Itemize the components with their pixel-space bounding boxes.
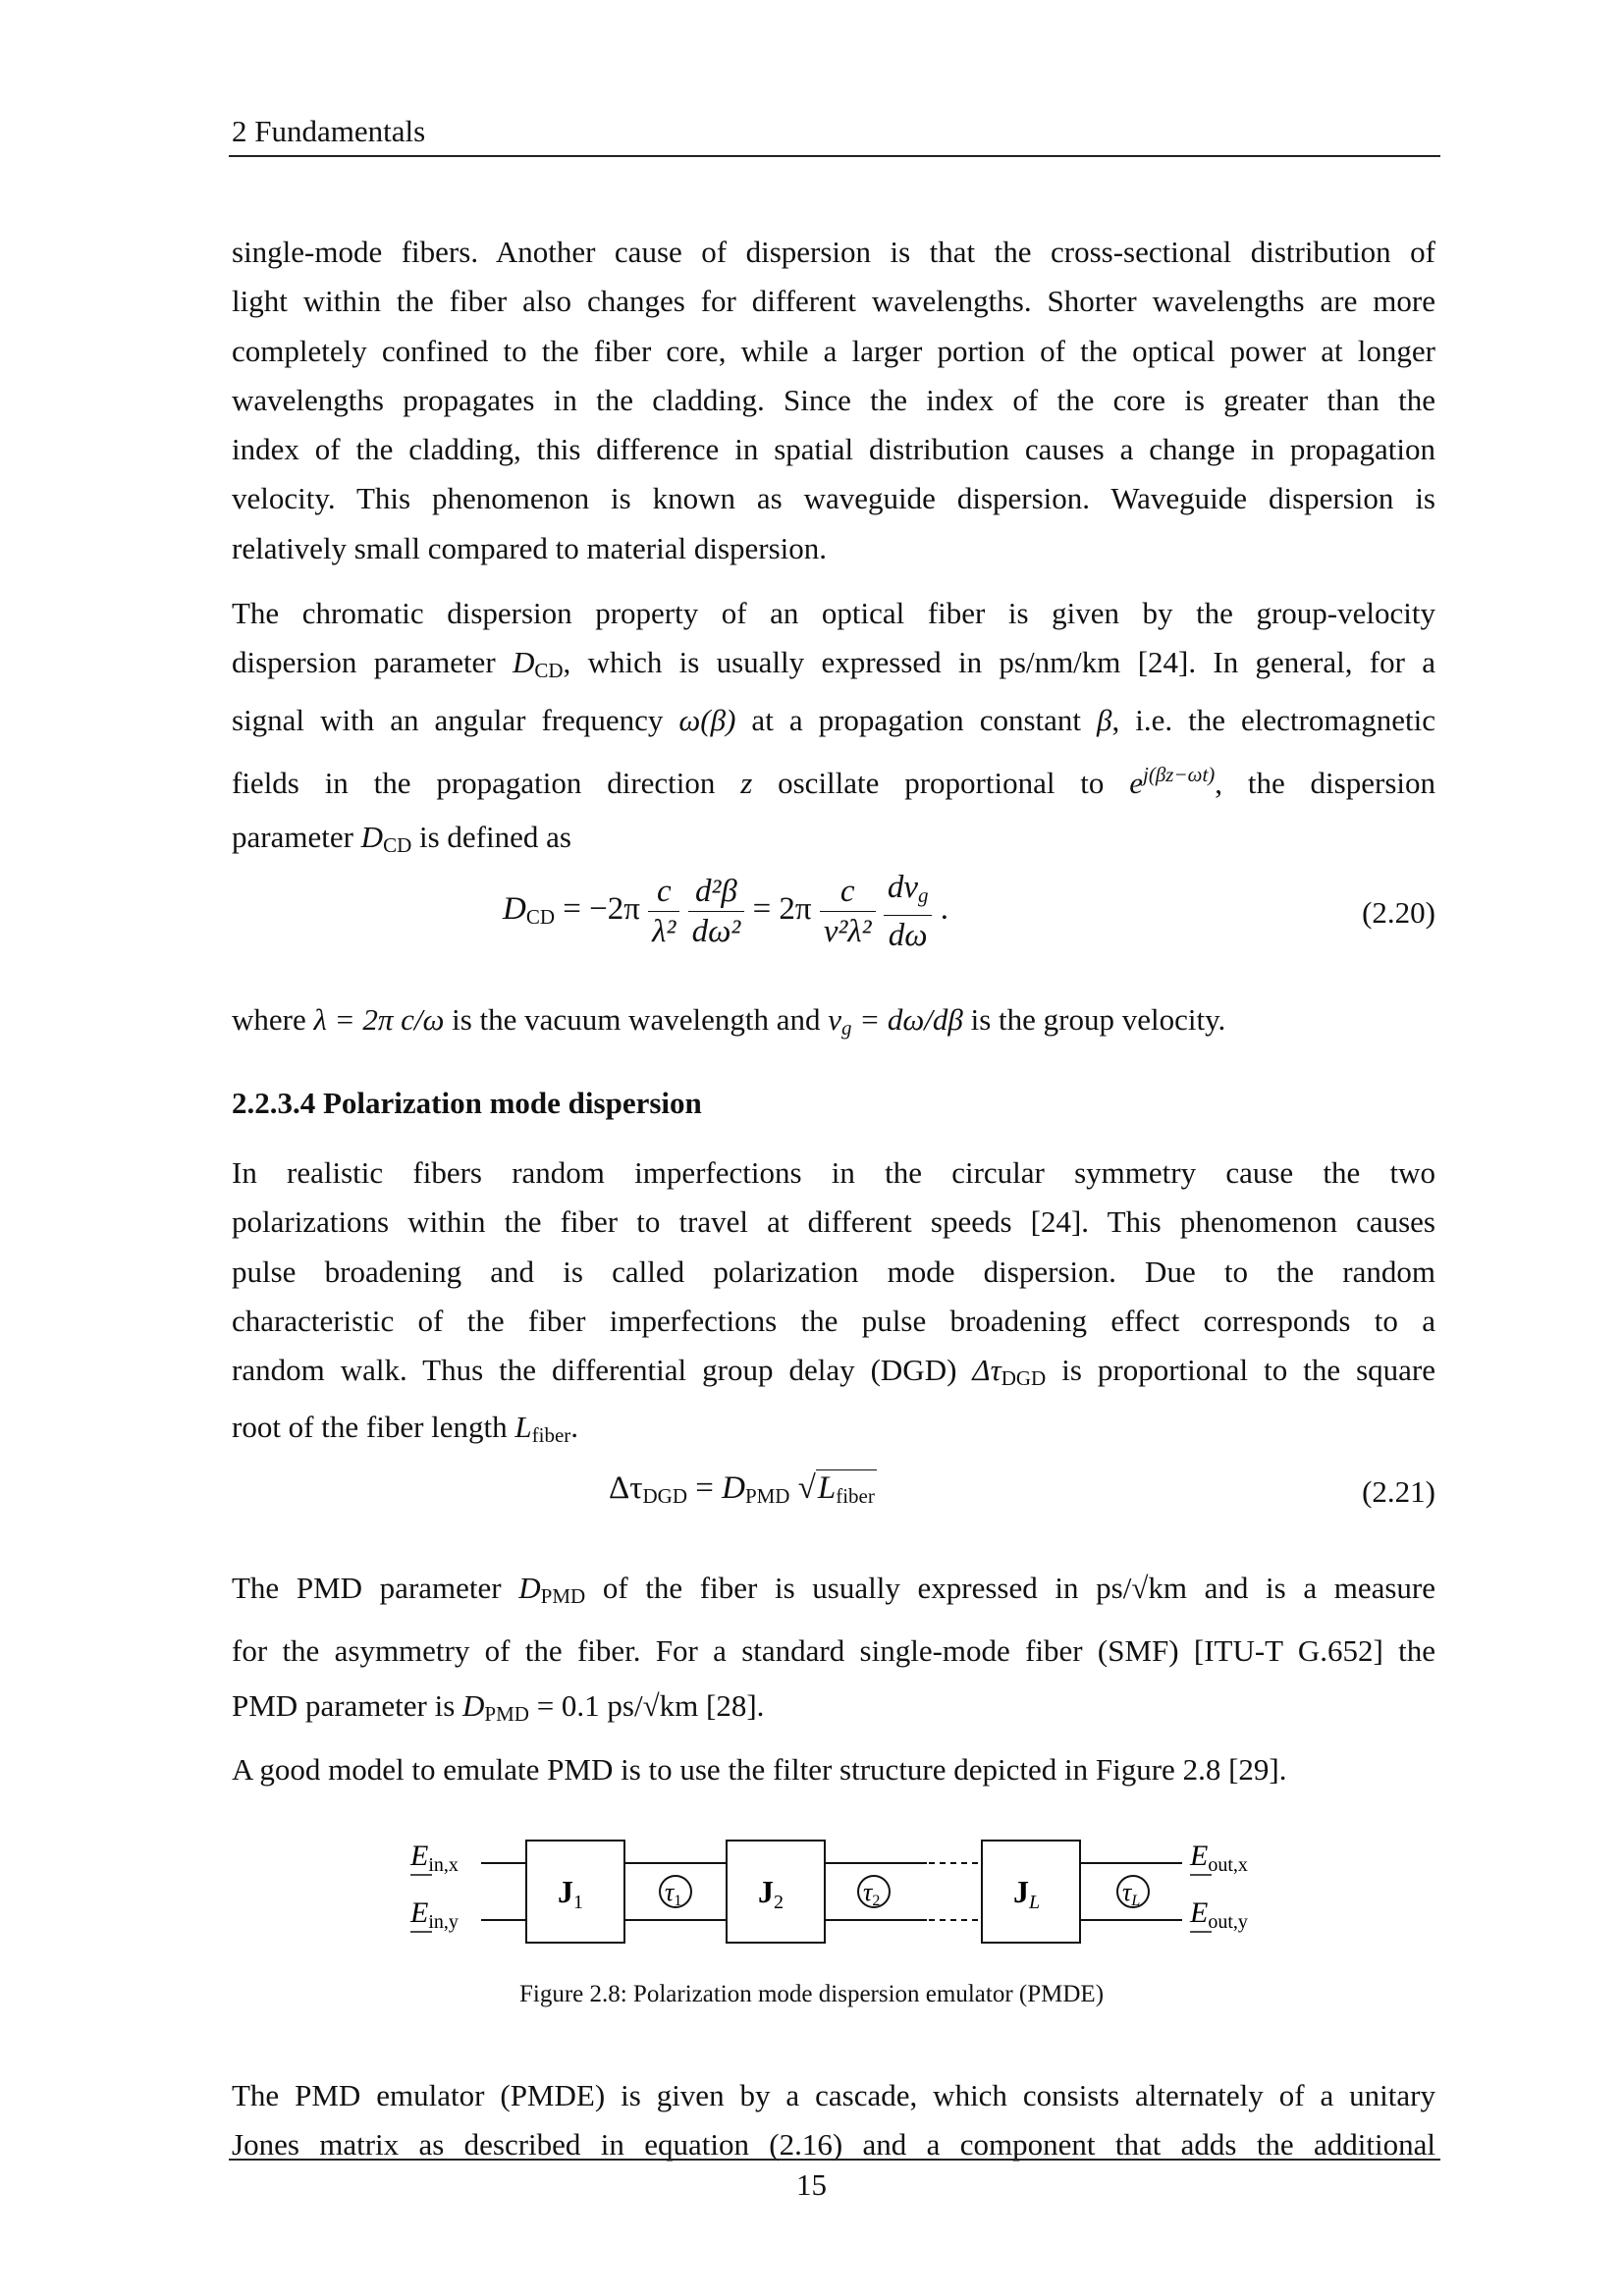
- block-label-L: JL: [1013, 1874, 1041, 1913]
- section-heading: 2.2.3.4 Polarization mode dispersion: [232, 1086, 702, 1120]
- fraction: $\frac{c}{\text{v²λ²}}$: [820, 872, 876, 951]
- delay-label-1: τ1: [665, 1878, 682, 1909]
- text-line: fields in the propagation direction z oscillate proportional to $e^{j(\beta z-\omega t)}$, the dispersion: [232, 762, 1435, 800]
- text-line: completely confined to the fiber core, while a larger portion of the optical power at longer: [232, 333, 1435, 368]
- fraction: $\frac{\text{dvg}}{d\omega}$: [884, 868, 933, 955]
- fraction: $\frac{c}{\text{λ²}}$: [648, 872, 679, 951]
- input-label-y: $E_{in,y}$: [410, 1896, 459, 1933]
- block-label-1: J1: [558, 1874, 583, 1913]
- text-line: single-mode fibers. Another cause of dispersion is that the cross-sectional distribution of: [232, 235, 1435, 269]
- text-line: signal with an angular frequency ω(β) at a propagation constant β, i.e. the electromagnetic: [232, 702, 1435, 737]
- figure-caption: Figure 2.8: Polarization mode dispersion emulator (PMDE): [518, 1981, 1105, 2007]
- text-line: Jones matrix as described in equation (2.16) and a component that adds the additional: [232, 2127, 1435, 2163]
- equation-number: (2.21): [1362, 1474, 1435, 1509]
- text-line: root of the fiber length $L_{fiber}$.: [232, 1410, 579, 1448]
- text-line: index of the cladding, this difference in spatial distribution causes a change in propagation: [232, 432, 1435, 467]
- text-line: characteristic of the fiber imperfections the pulse broadening effect corresponds to a: [232, 1303, 1435, 1338]
- delay-label-2: τ2: [863, 1878, 881, 1909]
- text-line: In realistic fibers random imperfections in the circular symmetry cause the two: [232, 1155, 1435, 1190]
- text-line: velocity. This phenomenon is known as waveguide dispersion. Waveguide dispersion is: [232, 481, 1435, 516]
- paragraph-pmde: [232, 2071, 1435, 2170]
- text-line: parameter $D_{CD}$ is defined as: [232, 819, 571, 857]
- text-line: The chromatic dispersion property of an optical fiber is given by the group-velocity: [232, 596, 1435, 630]
- equation-2-21: $\Delta\tau_{DGD} = D_{PMD}$ $√L_{fiber}$ (2.21): [609, 1470, 1435, 1509]
- page-number: 15: [796, 2167, 827, 2202]
- text-line: light within the fiber also changes for different wavelengths. Shorter wavelengths are more: [232, 284, 1435, 319]
- text-line: dispersion parameter $D_{CD}$, which is usually expressed in ps/nm/km [24]. In general, for a: [232, 645, 1435, 683]
- running-head: 2 Fundamentals: [232, 114, 426, 148]
- input-label-x: $E_{in,x}$: [410, 1840, 459, 1876]
- text-line: for the asymmetry of the fiber. For a standard single-mode fiber (SMF) [ITU-T G.652] the: [232, 1633, 1435, 1668]
- text-line: wavelengths propagates in the cladding. Since the index of the core is greater than the: [232, 382, 1435, 417]
- equation-2-20: $D_{CD} = -2\pi$ $\frac{c}{\text{λ²}}$ $\frac{\text{d²β}}{\text{dω²}}$ = 2π $\frac{c}{\text{v²λ²}}$ $\frac{\text{dvg}}{d\omega}$ . (2.20): [503, 870, 1435, 953]
- fraction: $\frac{\text{d²β}}{\text{dω²}}$: [688, 872, 745, 951]
- text-line: pulse broadening and is called polarization mode dispersion. Due to the random: [232, 1254, 1435, 1289]
- footer-rule: [229, 2159, 1440, 2161]
- text-line: The PMD emulator (PMDE) is given by a cascade, which consists alternately of a unitary: [232, 2078, 1435, 2112]
- equation-number: (2.20): [1362, 895, 1435, 930]
- text-line: PMD parameter is $D_{PMD} = 0.1$ ps/√km [28].: [232, 1688, 765, 1726]
- block-label-2: J2: [758, 1874, 784, 1913]
- text-line: where λ = 2π c/ω is the vacuum wavelength and vg = dω/dβ is the group velocity.: [232, 1002, 1226, 1040]
- output-label-x: $E_{out,x}$: [1190, 1840, 1248, 1876]
- text-line: polarizations within the fiber to travel at different speeds [24]. This phenomenon causes: [232, 1204, 1435, 1240]
- text-line: A good model to emulate PMD is to use the filter structure depicted in Figure 2.8 [29].: [232, 1752, 1287, 1787]
- text-line: relatively small compared to material dispersion.: [232, 530, 828, 565]
- output-label-y: $E_{out,y}$: [1190, 1896, 1248, 1933]
- delay-label-L: τL: [1122, 1878, 1141, 1909]
- text-line: The PMD parameter $D_{PMD}$ of the fiber is usually expressed in ps/√km and is a measure: [232, 1571, 1436, 1608]
- text-line: random walk. Thus the differential group delay (DGD) $\Delta\tau_{DGD}$ is proportional to the square: [232, 1353, 1436, 1391]
